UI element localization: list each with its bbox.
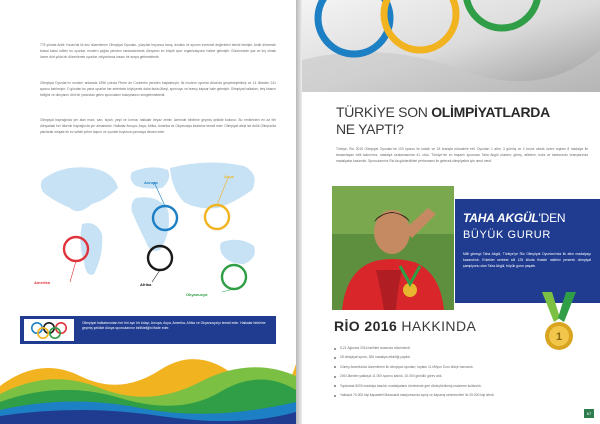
olympic-rings-logo: [24, 319, 74, 341]
page-number: 67: [584, 409, 594, 418]
list-item: Güney Amerika'da düzenlenen ilk olimpiyat oyunları; toplam 11 Milyon Euro bütçe harcandı.: [334, 363, 592, 372]
left-page: [0, 0, 296, 424]
world-map: [22, 150, 280, 300]
label-america: Amerika: [34, 280, 50, 285]
list-item: 206 Ülkeden yaklaşık 11.000 sporcu katıldı, 10.000 gönüllü görev aldı.: [334, 372, 592, 381]
intro-paragraph: Türkiye, Rio 2016 Olimpiyat Oyunları'na 103 sporcu ile katıldı ve 18 branşta mücadele etti. Oyunları 1 altın, 3 gümüş ve 4 bronz olmak üzere toplam 8 madalya ile tamamlayan milli takımımız, madalya sıralamasında 41. oldu. Türkiye'nin en başarılı sporcusu Taha Akgül olurken; güreş, atletizm, boks ve taekwondo branşlarında madalyalar kazanıldı. Sporcularımız Rio'da gösterdikleri performans ile gelecek olimpiyatlar için umut verdi.: [336, 147, 588, 163]
decorative-waves: [0, 346, 296, 424]
rio-title-light: HAKKINDA: [397, 318, 477, 334]
athlete-photo: [332, 186, 454, 310]
olympic-rings-icon: [24, 319, 74, 341]
rio-title-bold: RİO 2016: [334, 318, 398, 334]
headline-prefix: TÜRKİYE SON: [336, 104, 432, 120]
feature-title-name: TAHA AKGÜL: [463, 211, 539, 225]
label-europe: Avrupa: [144, 180, 158, 185]
paragraph-modern-games: Olimpiyat Oyunları'nı modern anlamda 1896 yılında Pierre de Coubertin yeniden başlatmıştır. İlk modern oyunlar Atina'da gerçekleştirilmiş ve 14 ülkeden 241 sporcu katılmıştır. O günden bu yana oyunlar her seferinde büyüyerek daha fazla ülkeyi, sporcuyu ve branşı kapsar hale gelmiştir. Olimpiyat halkaları, beş kıtanın birliğini ve dünyanın dört bir yanından gelen sporcuların buluşmasını simgelemektedir.: [40, 81, 276, 98]
headline-line2: NE YAPTI?: [336, 121, 404, 137]
athlete-feature-box: [455, 199, 600, 303]
rio-facts-list: [334, 344, 592, 400]
right-page: [302, 0, 600, 424]
feature-title-suffix: 'DEN: [538, 211, 566, 225]
olympic-flag-image: [302, 0, 600, 92]
feature-text: Milli güreşçi Taha Akgül, Türkiye'ye Rio Olimpiyat Oyunları'nda ilk altın madalyayı kazandırdı. Erkekler serbest stil 125 kiloda finalde rakibini yenerek olimpiyat şampiyonu olan Taha Akgül, büyük gurur yaşattı.: [463, 252, 591, 268]
label-asia: Asya: [224, 174, 234, 179]
paragraph-history: 776 yılında Antik Yunan'da ilk kez düzenlenen Olimpiyat Oyunları, yüzyıllar boyunca barış, dostluk ve sporun evrensel değerlerini temsil etmiştir. Antik dönemde kutsal kabul edilen bu oyunlar, modern çağda yeniden canlandırılarak dünyanın en büyük spor organizasyonu haline gelmiştir. Günümüzde yaz ve kış olmak üzere dört yılda bir düzenlenen oyunlar, milyonlarca insanı bir araya getirmektedir.: [40, 43, 276, 60]
list-item: Toplamda 5000 madalya basıldı; madalyaların üretiminde geri dönüştürülmüş malzeme kullanıldı.: [334, 382, 592, 391]
world-map-icon: [22, 150, 280, 300]
rings-info-bar: [20, 316, 276, 344]
feature-subtitle: BÜYÜK GURUR: [463, 229, 551, 241]
feature-title: [463, 211, 565, 225]
label-oceania: Okyanusya: [186, 292, 208, 297]
label-africa: Afrika: [140, 282, 152, 287]
rio-section-title: [334, 318, 476, 334]
ring-oceania: [222, 265, 246, 289]
ring-asia: [205, 205, 229, 229]
list-item: Yaklaşık 70.000 kişi kapasiteli Maracanã stadyumunda açılış ve kapanış seremonileri ile 25.000 kişi izledi.: [334, 391, 592, 400]
svg-text:1: 1: [555, 331, 563, 343]
rings-info-text: Olimpiyat halkalarından her biri ayrı bir kıtayı; Avrupa, Asya, Amerika, Afrika ve Okyanusya'yı temsil eder. Halkalar birbirine geçmiş şekilde dünya sporcularının birlikteliğini ifade eder.: [82, 321, 266, 331]
list-item: 5-21 Ağustos 2016 tarihleri arasında düzenlendi.: [334, 344, 592, 353]
list-item: 28 olimpiyat sporu, 306 madalya etkinliği yapıldı.: [334, 353, 592, 362]
page-headline: [336, 104, 550, 138]
paragraph-rings: Olimpiyat bayrağında yer alan mavi, sarı, siyah, yeşil ve kırmızı halkalar beyaz zemin üzerinde birbirine geçmiş şekilde bulunur. Bu renklerden en az biri dünyadaki her ülkenin bayrağında yer almaktadır. Halkalar Avrupa, Asya, Afrika, Amerika ve Okyanusya kıtalarını temsil eder. Olimpiyat ateşi ise Antik Olimpia'da yakılarak meşale ile ev sahibi şehre taşınır ve oyunlar boyunca yanmaya devam eder.: [40, 118, 276, 135]
headline-highlight: OLİMPİYATLARDA: [431, 104, 550, 120]
